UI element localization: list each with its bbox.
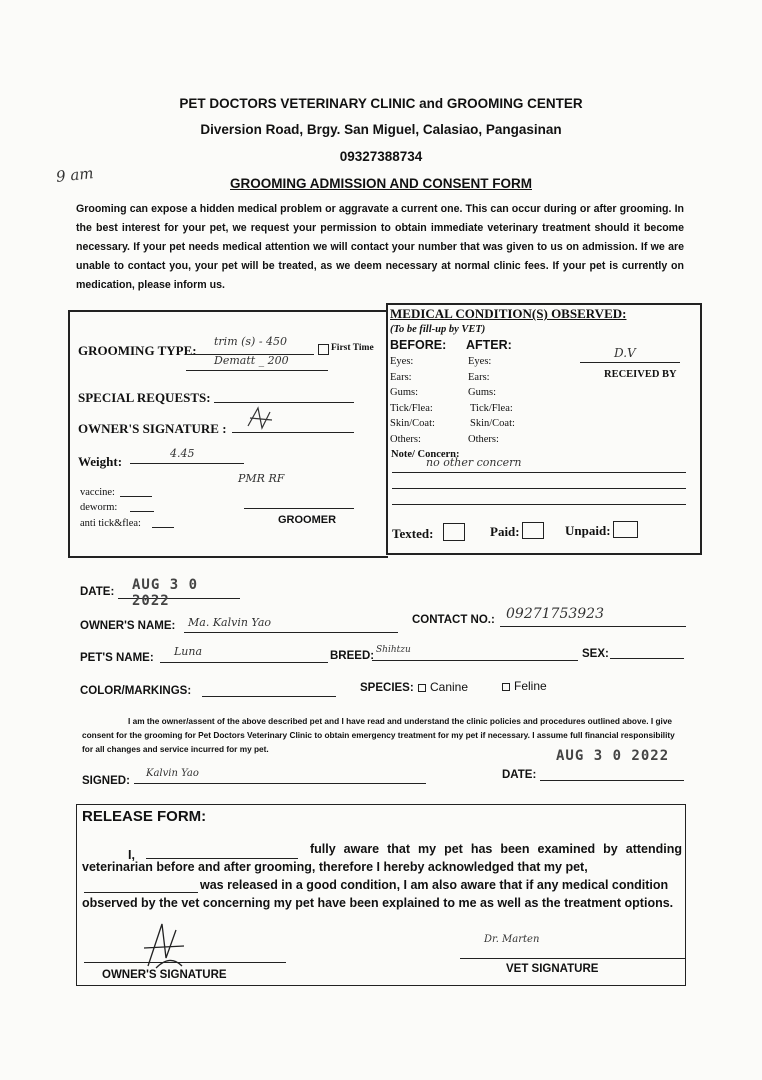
form-title: GROOMING ADMISSION AND CONSENT FORM <box>230 176 532 191</box>
after-item: Gums: <box>468 387 497 398</box>
grooming-type-line-2[interactable] <box>186 356 328 371</box>
medical-items <box>390 356 550 449</box>
note-value: no other concern <box>426 456 522 469</box>
after-item: Eyes: <box>468 356 492 367</box>
after-item: Ears: <box>468 371 490 383</box>
contact-value: 09271753923 <box>506 606 604 622</box>
after-item: Skin/Coat: <box>470 418 515 429</box>
canine-checkbox[interactable] <box>418 684 426 692</box>
received-by-label: RECEIVED BY <box>604 369 677 380</box>
medical-item-row <box>390 434 550 450</box>
signed-field[interactable] <box>134 769 426 784</box>
consent-text: I am the owner/assent of the above described pet and I have read and understand the clinic policies and procedures outlined above. I give consent for the grooming for Pet Doctors Veterinary Clinic to obtain emergency treatment for my pet if necessary. I assume full financial responsibility for all changes and service incurred for my pet. <box>82 716 675 754</box>
vaccine-label: vaccine: <box>80 487 115 498</box>
received-by-field[interactable] <box>580 346 680 363</box>
signed-label: SIGNED: <box>82 775 130 787</box>
sex-field[interactable] <box>610 644 684 659</box>
release-text-i: I, <box>128 848 135 862</box>
before-label: BEFORE: <box>390 338 447 352</box>
sex-label: SEX: <box>582 648 609 660</box>
special-requests-label: SPECIAL REQUESTS: <box>78 390 211 405</box>
paid-checkbox[interactable] <box>522 522 544 539</box>
after-label: AFTER: <box>466 338 512 352</box>
vaccine-field[interactable] <box>120 486 152 497</box>
note-line-2[interactable] <box>392 478 686 489</box>
before-item: Eyes: <box>390 356 414 367</box>
note-line-1[interactable] <box>392 456 686 473</box>
medical-item-row <box>390 387 550 403</box>
texted-checkbox[interactable] <box>443 523 465 541</box>
grooming-type-label: GROOMING TYPE: <box>78 343 197 358</box>
breed-field[interactable] <box>372 646 578 661</box>
before-item: Ears: <box>390 371 412 383</box>
owner-signature-label: OWNER'S SIGNATURE : <box>78 421 227 436</box>
grooming-type-value-1: trim (s) - 450 <box>214 335 288 348</box>
before-item: Tick/Flea: <box>390 402 433 414</box>
clinic-phone: 09327388734 <box>339 149 423 164</box>
owner-signature-mark <box>244 404 274 432</box>
weight-label: Weight: <box>78 454 123 469</box>
medical-item-row <box>390 418 550 434</box>
groomer-label: GROOMER <box>278 514 337 526</box>
before-item: Others: <box>390 433 421 445</box>
consent-date-label: DATE: <box>502 769 537 781</box>
received-by-value: D.V <box>614 346 636 360</box>
after-item: Tick/Flea: <box>470 402 513 414</box>
owner-release-line[interactable] <box>84 950 286 963</box>
color-field[interactable] <box>202 682 336 697</box>
deworm-field[interactable] <box>130 501 154 512</box>
color-label: COLOR/MARKINGS: <box>80 685 192 697</box>
canine-label: Canine <box>430 680 469 694</box>
vet-signature-line[interactable] <box>460 946 686 959</box>
consent-date-stamp: AUG 3 0 2022 <box>556 748 670 764</box>
clinic-name: PET DOCTORS VETERINARY CLINIC and GROOMING CENTER <box>179 96 583 111</box>
signed-value: Kalvin Yao <box>146 768 199 779</box>
consent-date-field[interactable] <box>540 748 684 781</box>
medical-item-row <box>390 403 550 419</box>
after-item: Others: <box>468 433 499 445</box>
deworm-label: deworm: <box>80 502 118 513</box>
groomer-signature-line[interactable] <box>244 498 354 509</box>
breed-value: Shihtzu <box>376 645 411 655</box>
first-time-checkbox[interactable] <box>318 344 329 355</box>
note-label: Note/ Concern: <box>391 449 460 460</box>
owner-release-signature <box>140 918 190 974</box>
weight-value: 4.45 <box>170 447 195 460</box>
owner-name-value: Ma. Kalvin Yao <box>188 616 272 629</box>
pet-name-field[interactable] <box>160 645 328 663</box>
release-text-after: was released in a good condition, I am also aware that if any medical condition observed by the vet concerning my pet have been explained to me as well as the treatment options. <box>82 878 674 910</box>
owner-signature-release-label: OWNER'S SIGNATURE <box>102 969 227 981</box>
grooming-type-value-2: Dematt _ 200 <box>214 354 289 367</box>
date-label: DATE: <box>80 586 115 598</box>
before-item: Skin/Coat: <box>390 418 435 429</box>
vet-signature-label: VET SIGNATURE <box>506 963 599 975</box>
clinic-address: Diversion Road, Brgy. San Miguel, Calasiao, Pangasinan <box>200 122 562 137</box>
contact-field[interactable] <box>500 606 686 627</box>
paid-label: Paid: <box>490 524 520 539</box>
feline-label: Feline <box>514 679 547 693</box>
feline-checkbox[interactable] <box>502 683 510 691</box>
note-line-3[interactable] <box>392 494 686 505</box>
special-requests-field[interactable] <box>214 390 354 403</box>
texted-label: Texted: <box>392 526 434 541</box>
medical-subtitle: (To be fill-up by VET) <box>390 324 486 335</box>
first-time-label: First Time <box>331 343 374 353</box>
medical-title: MEDICAL CONDITION(S) OBSERVED: <box>390 306 627 321</box>
weight-field[interactable] <box>130 449 244 464</box>
contact-label: CONTACT NO.: <box>412 614 495 626</box>
medical-item-row <box>390 356 550 372</box>
intro-paragraph: Grooming can expose a hidden medical problem or aggravate a current one. This can occur during or after grooming. In the best interest for your pet, we request your permission to obtain immediate veterinary treatment should it become necessary. If your pet needs medical attention we will contact your number that was given to us on admission. If we are unable to contact you, your pet will be treated, as we deem necessary at normal clinic fees. If your pet is currently on medication, please inform us. <box>76 203 684 291</box>
owner-name-field[interactable] <box>184 618 398 633</box>
groomer-name: PMR RF <box>238 472 285 485</box>
unpaid-label: Unpaid: <box>565 523 611 538</box>
owner-signature-field[interactable] <box>232 418 354 433</box>
date-stamp: AUG 3 0 2022 <box>132 577 199 609</box>
release-text-main: fully aware that my pet has been examined by attending veterinarian before and after grooming, therefore I hereby acknowledged that my pet, <box>82 842 682 874</box>
release-title: RELEASE FORM: <box>82 808 207 825</box>
unpaid-checkbox[interactable] <box>613 521 638 538</box>
medical-item-row <box>390 372 550 388</box>
owner-name-label: OWNER'S NAME: <box>80 620 176 632</box>
species-label: SPECIES: <box>360 682 414 694</box>
pet-name-value: Luna <box>174 645 203 658</box>
anti-tick-field[interactable] <box>152 517 174 528</box>
vet-name: Dr. Marten <box>484 934 540 945</box>
before-item: Gums: <box>390 387 419 398</box>
grooming-type-line-1[interactable] <box>186 335 314 355</box>
date-field[interactable] <box>118 577 240 609</box>
pet-name-label: PET'S NAME: <box>80 652 154 664</box>
handwritten-time: 9 am <box>55 164 95 186</box>
breed-label: BREED: <box>330 650 375 662</box>
anti-tick-label: anti tick&flea: <box>80 518 141 529</box>
